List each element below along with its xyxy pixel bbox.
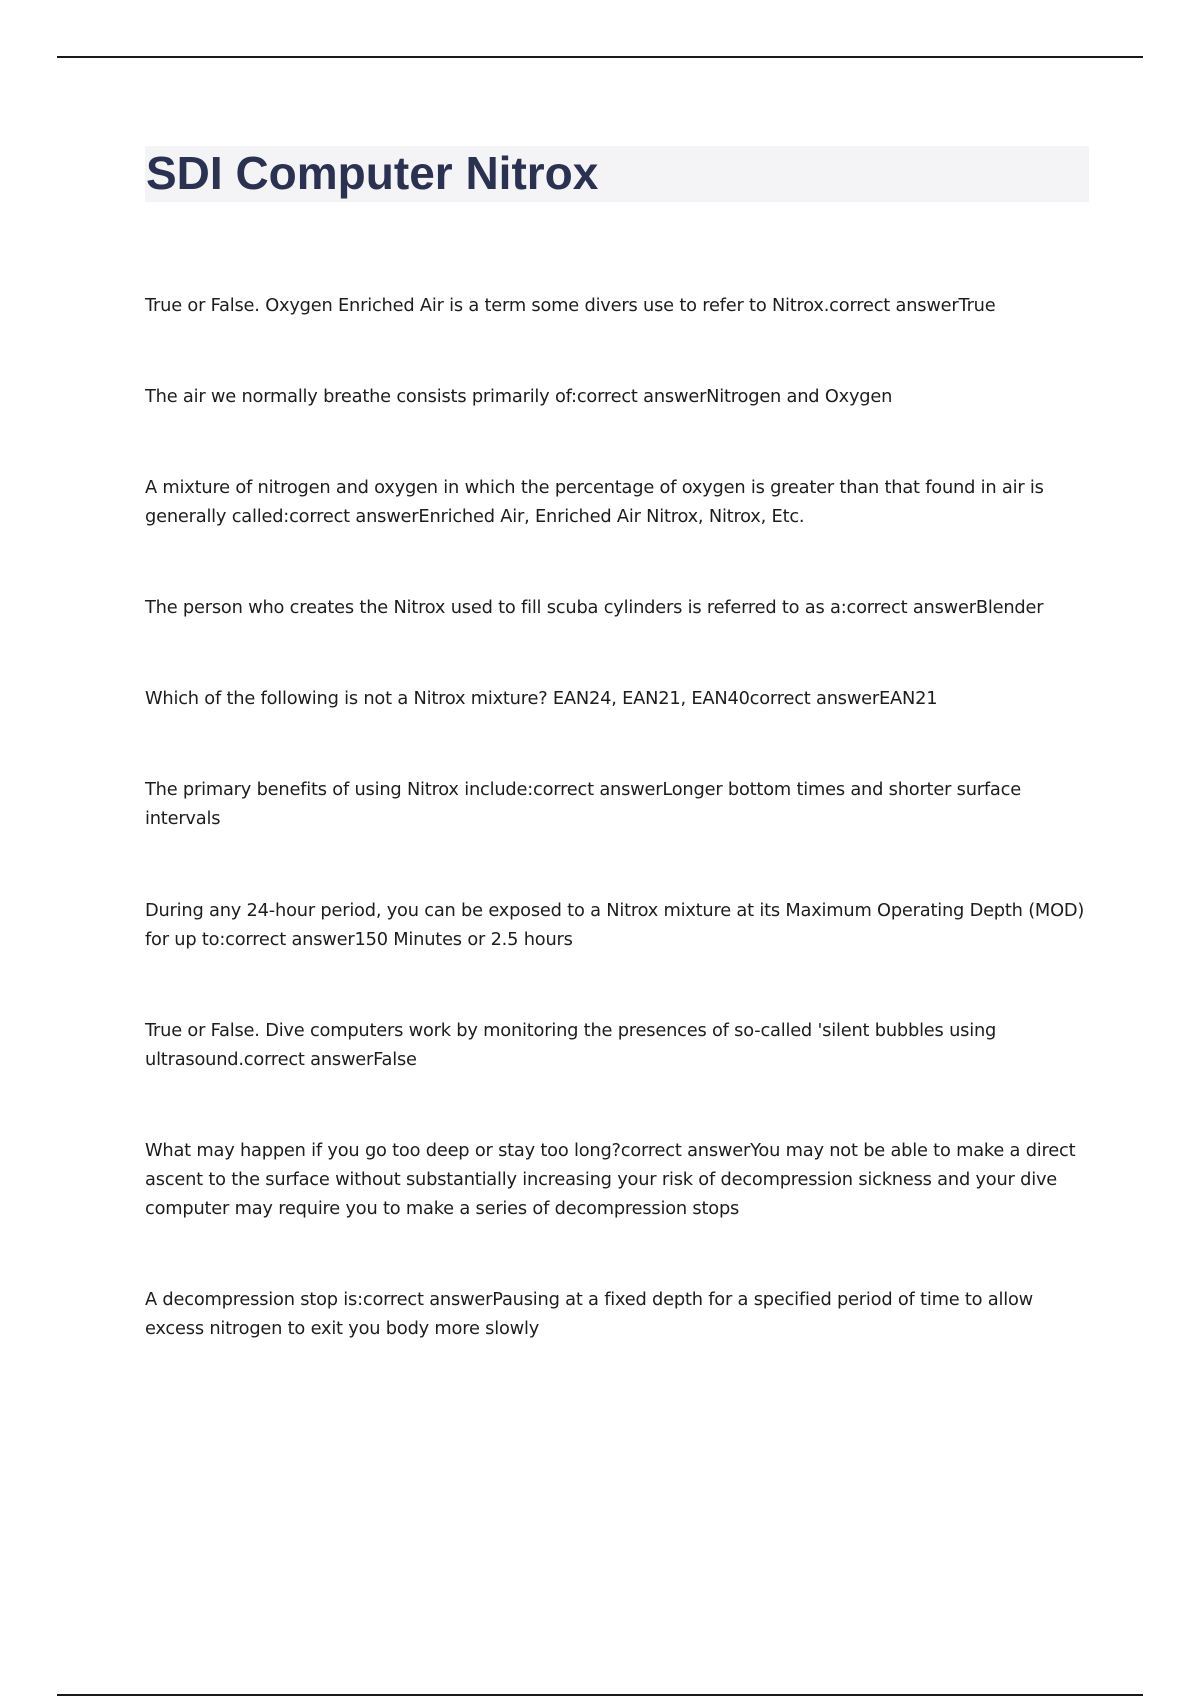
qa-item-9: What may happen if you go too deep or stay too long?correct answerYou may not be able to make a direct ascent to the surface without substantially increasing your risk of decompression sickness and your dive computer may require you to make a series of decompression stops xyxy=(145,1140,1076,1219)
document-title: SDI Computer Nitrox xyxy=(146,147,599,199)
qa-item-8: True or False. Dive computers work by monitoring the presences of so-called 'silent bubbles using ultrasound.correct answerFalse xyxy=(145,1020,997,1070)
qa-item-3: A mixture of nitrogen and oxygen in which the percentage of oxygen is greater than that found in air is generally called:correct answerEnriched Air, Enriched Air Nitrox, Nitrox, Etc. xyxy=(145,477,1044,527)
top-divider xyxy=(57,56,1143,58)
qa-item-1: True or False. Oxygen Enriched Air is a term some divers use to refer to Nitrox.correct answerTrue xyxy=(145,295,996,316)
qa-item-6: The primary benefits of using Nitrox include:correct answerLonger bottom times and shorter surface intervals xyxy=(145,779,1021,829)
bottom-divider xyxy=(57,1694,1143,1696)
qa-item-10: A decompression stop is:correct answerPausing at a fixed depth for a specified period of time to allow excess nitrogen to exit you body more slowly xyxy=(145,1289,1033,1339)
qa-item-2: The air we normally breathe consists primarily of:correct answerNitrogen and Oxygen xyxy=(145,386,893,407)
qa-item-7: During any 24-hour period, you can be exposed to a Nitrox mixture at its Maximum Operating Depth (MOD) for up to:correct answer150 Minutes or 2.5 hours xyxy=(145,900,1085,950)
qa-item-5: Which of the following is not a Nitrox mixture? EAN24, EAN21, EAN40correct answerEAN21 xyxy=(145,688,938,709)
qa-item-4: The person who creates the Nitrox used to fill scuba cylinders is referred to as a:correct answerBlender xyxy=(145,597,1044,618)
